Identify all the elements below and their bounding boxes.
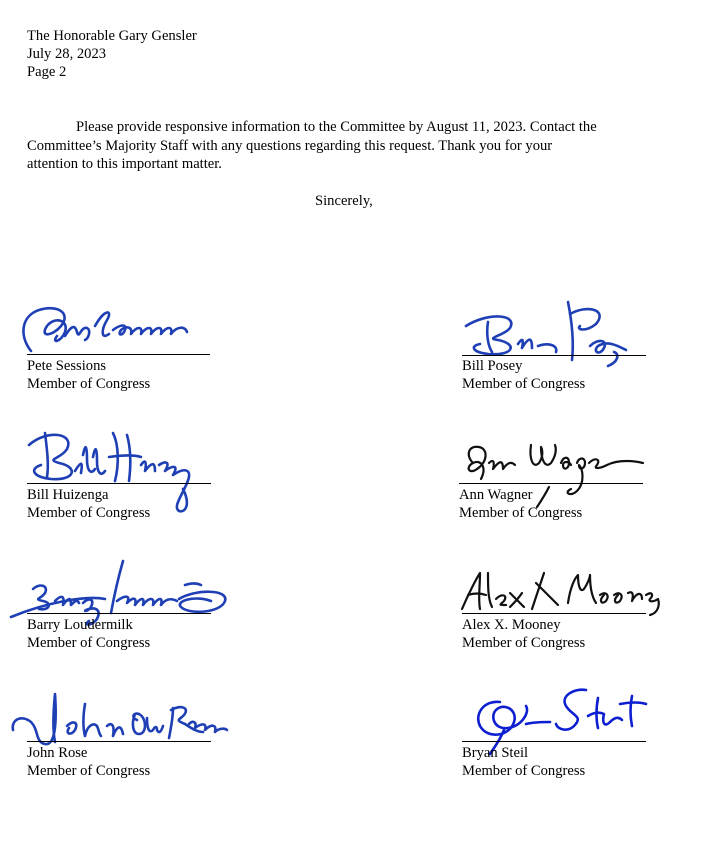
- signature-block-sessions: [27, 296, 267, 406]
- signer-title: Member of Congress: [459, 505, 583, 521]
- letter-body: [27, 118, 667, 174]
- signature-block-wagner: [459, 425, 699, 535]
- body-line-2: Committee’s Majority Staff with any questions regarding this request. Thank you for your: [27, 137, 553, 154]
- signature-sessions: [9, 296, 209, 366]
- closing-salutation: Sincerely,: [315, 193, 373, 209]
- body-line-3: attention to this important matter.: [27, 156, 222, 172]
- signature-mooney: [458, 569, 668, 617]
- signer-name: John Rose: [27, 745, 88, 761]
- letter-header: [27, 27, 197, 81]
- signature-line: [462, 355, 646, 356]
- signer-title: Member of Congress: [462, 376, 586, 392]
- signature-line: [27, 613, 211, 614]
- signer-name: Bryan Steil: [462, 745, 529, 761]
- signature-line: [27, 741, 211, 742]
- signer-name: Ann Wagner: [459, 487, 533, 503]
- signer-title: Member of Congress: [462, 635, 586, 651]
- signer-title: Member of Congress: [27, 635, 151, 651]
- signer-name: Alex X. Mooney: [462, 617, 561, 633]
- signer-name: Bill Posey: [462, 358, 523, 374]
- signer-title: Member of Congress: [462, 763, 586, 779]
- page-number: Page 2: [27, 64, 67, 80]
- signer-title: Member of Congress: [27, 763, 151, 779]
- signature-block-posey: [462, 296, 702, 406]
- signature-line: [459, 483, 643, 484]
- signer-name: Barry Loudermilk: [27, 617, 133, 633]
- recipient-line: The Honorable Gary Gensler: [27, 28, 197, 44]
- body-line-1: Please provide responsive information to the Committee by August 11, 2023. Contact the: [76, 119, 597, 135]
- signature-block-loudermilk: [27, 555, 267, 665]
- signature-block-steil: [462, 684, 702, 794]
- signature-line: [27, 354, 210, 355]
- signer-title: Member of Congress: [27, 505, 151, 521]
- signer-name: Bill Huizenga: [27, 487, 109, 503]
- signature-line: [462, 613, 646, 614]
- signature-block-mooney: [462, 555, 702, 665]
- signature-block-huizenga: [27, 425, 267, 535]
- date-line: July 28, 2023: [27, 46, 107, 62]
- signer-title: Member of Congress: [27, 376, 151, 392]
- signature-line: [27, 483, 211, 484]
- signature-block-rose: [27, 684, 267, 794]
- signer-name: Pete Sessions: [27, 358, 107, 374]
- signature-line: [462, 741, 646, 742]
